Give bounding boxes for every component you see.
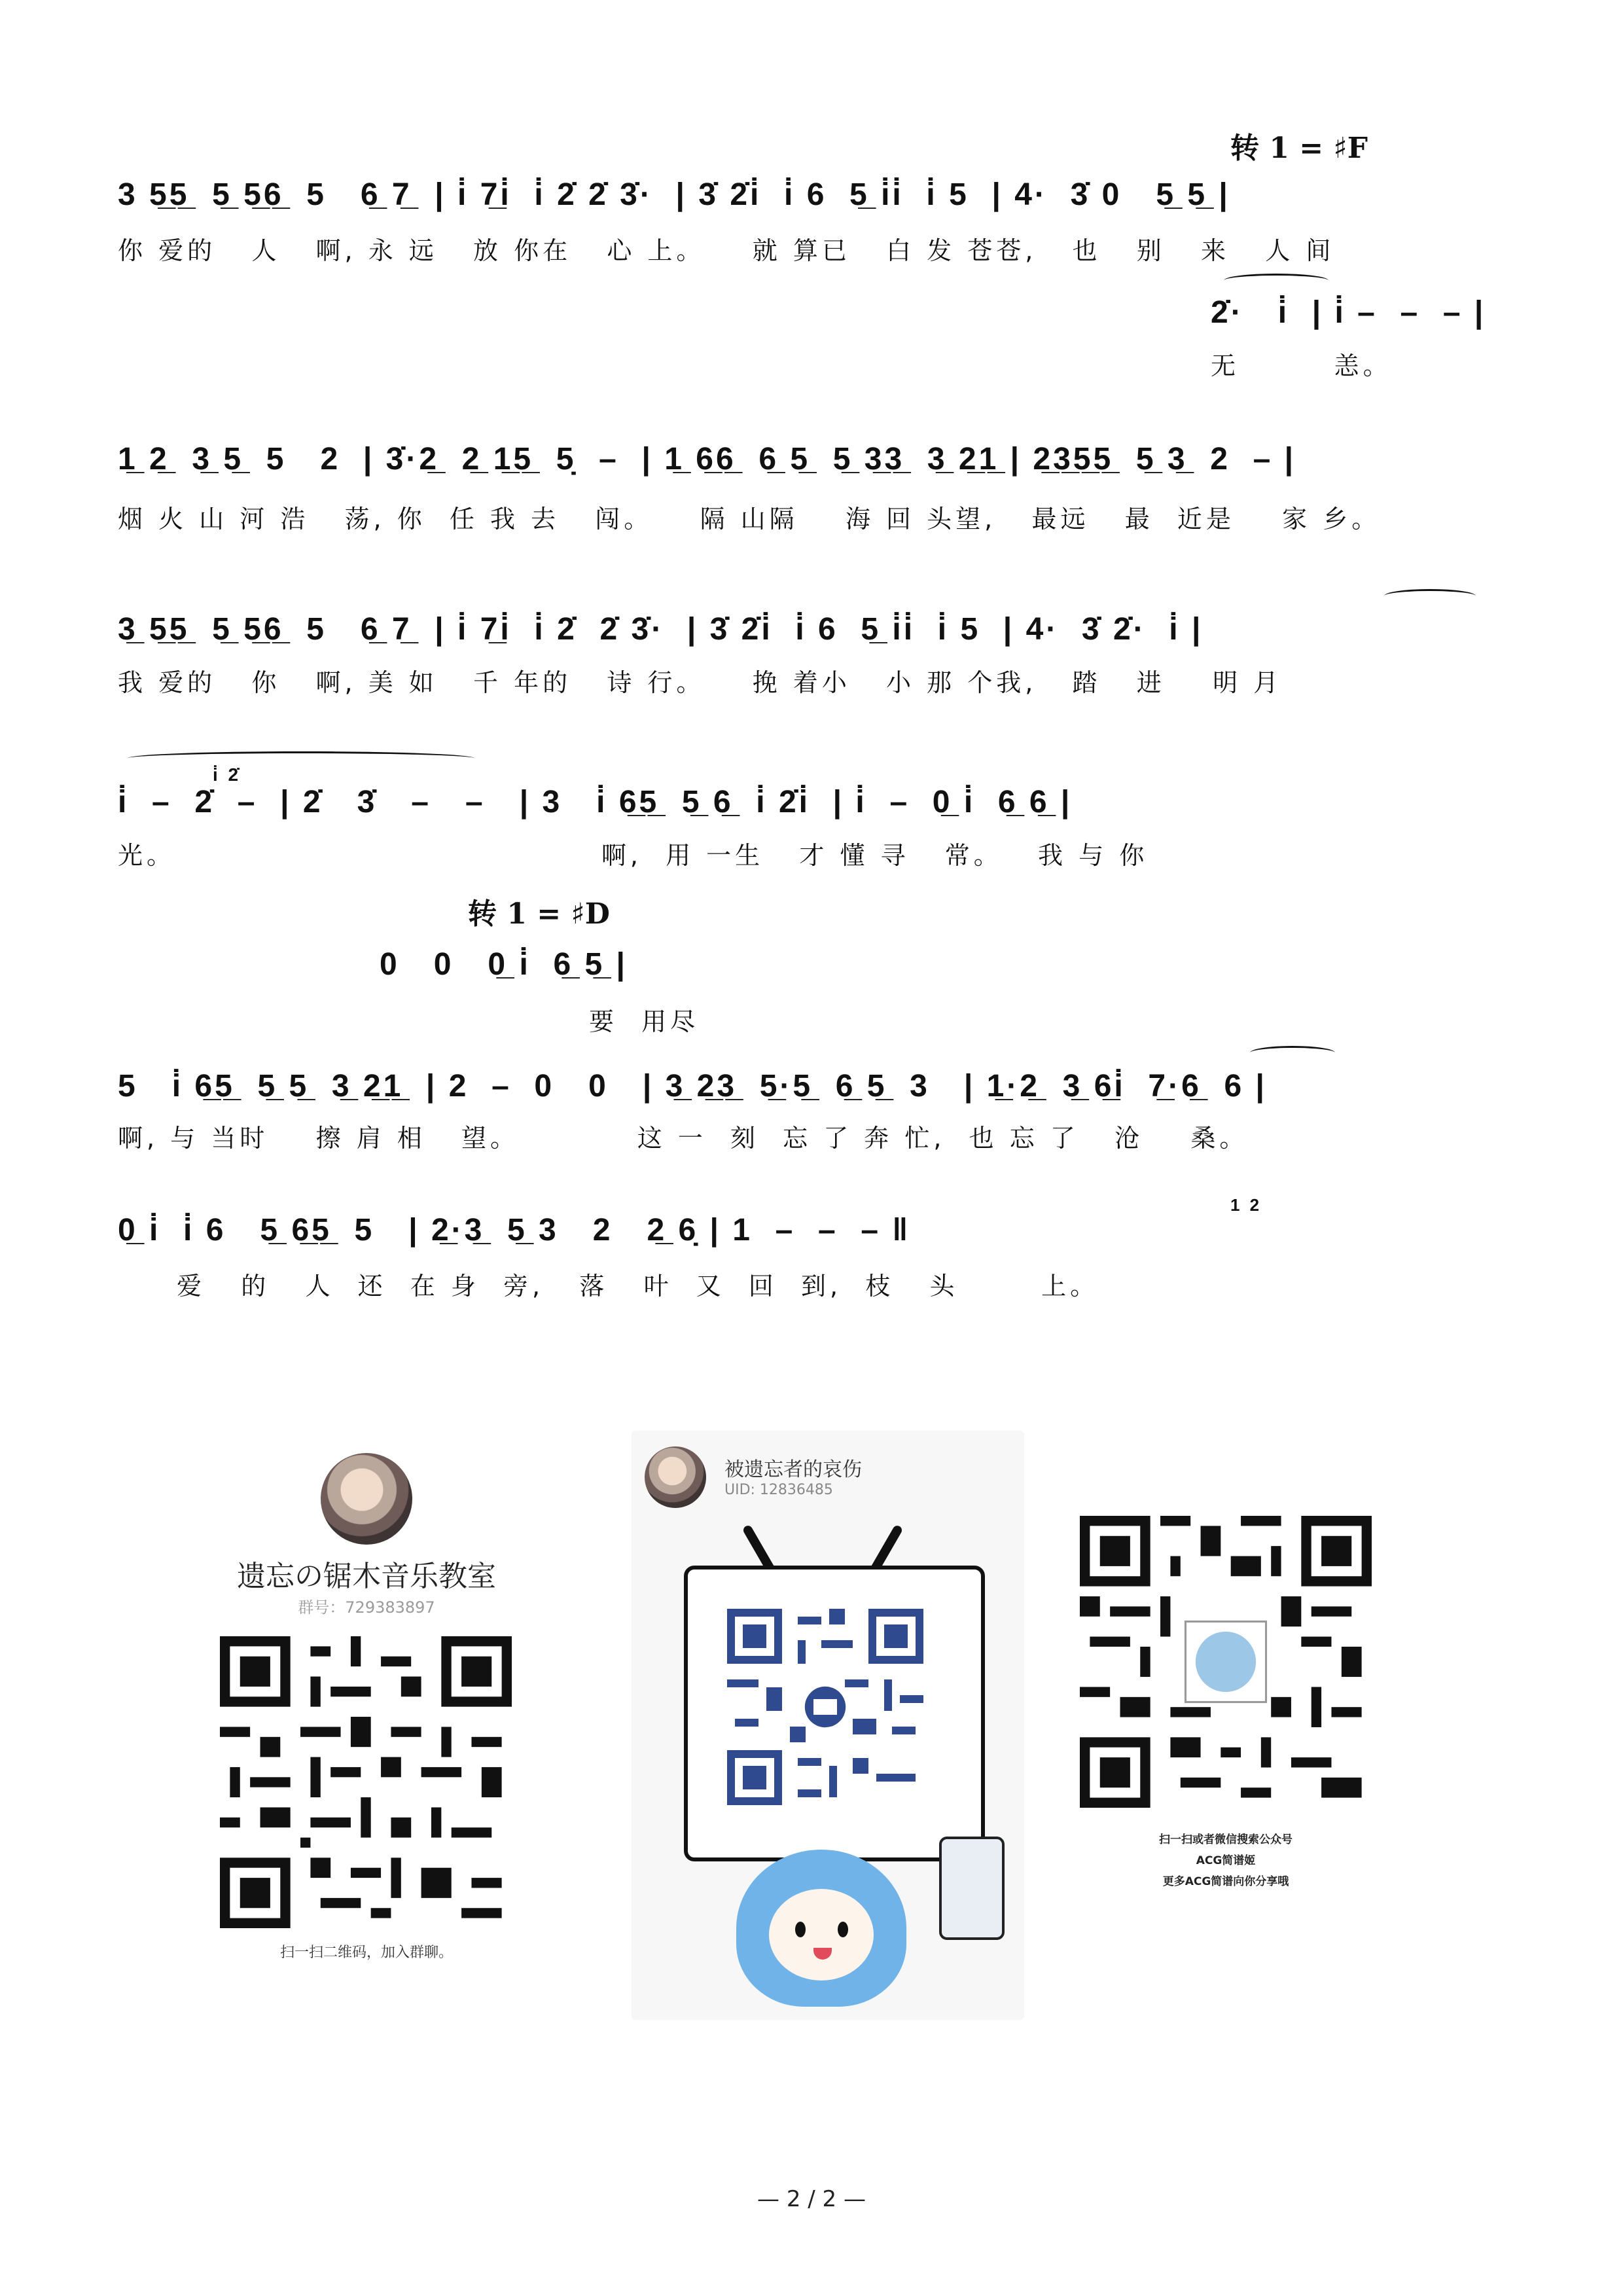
bilibili-card xyxy=(632,1431,1024,2020)
grace-note: 1 2 xyxy=(1230,1195,1262,1215)
wechat-caption-2: ACG简谱姬 xyxy=(1196,1854,1256,1867)
lyrics-line-1: 你 爱的 人 啊, 永 远 放 你在 心 上。 就 算已 白 发 苍苍, 也 别 来 人 间 xyxy=(118,236,1335,265)
lyrics-line-3: 烟 火 山 河 浩 荡, 你 任 我 去 闯。 隔 山隔 海 回 头望, 最远 最 近是 家 乡。 xyxy=(118,505,1381,533)
qr-code[interactable] xyxy=(1080,1516,1372,1808)
notes-line-1: 3 5̲5̲ 5̲ 5̲6̲ 5 6̲ 7̲ | i̇ 7̲i̇ i̇ 2̇ 2̇ 3̇· | 3̇ 2̇i̇ i̇ 6 5̲ i̇i̇ i̇ 5 | 4· 3̇ 0 5̲ 5̲ | xyxy=(118,177,1230,212)
avatar-image xyxy=(645,1446,706,1508)
notes-line-6: 0 0 0̲ i̇ 6̲ 5̲ | xyxy=(380,947,628,982)
wechat-caption-3: 更多ACG简谱向你分享哦 xyxy=(1162,1875,1289,1888)
bilibili-tv-board xyxy=(684,1566,985,1861)
group-title: 遗忘の锯木音乐教室 xyxy=(237,1560,496,1593)
mascot-eye-right xyxy=(838,1922,848,1937)
notes-line-3: 1̲ 2̲ 3̲ 5̲ 5 2 | 3̇·2̲ 2̲ 1̲5̲ 5̣ – | 1̲ 6̲6̲ 6̲ 5̲ 5̲ 3̲3̲ 3̲ 2̲1̲ | 2̲3̲5̲5̲ 5̲ 3̲ 2 – | xyxy=(118,442,1296,476)
qr-code[interactable] xyxy=(727,1609,923,1805)
qr-code-graphic xyxy=(1080,1516,1372,1808)
page-number: — 2 / 2 — xyxy=(757,2186,866,2212)
lyrics-line-8: 爱 的 人 还 在 身 旁, 落 叶 又 回 到, 枝 头 上。 xyxy=(177,1272,1099,1300)
mascot-face xyxy=(769,1889,874,1981)
lyrics-line-2: 无 恙。 xyxy=(1211,351,1392,380)
bilibili-uid: UID: 12836485 xyxy=(724,1482,833,1498)
notes-line-5: i̇ – 2̇ – | 2̇ 3̇ – – | 3 i̇ 6̲5̲ 5̲ 6̲ i̇ 2̇i̇ | i̇ – 0̲ i̇ 6̲ 6̲ | xyxy=(118,785,1073,819)
qr-code-graphic xyxy=(727,1609,923,1805)
qq-caption: 扫一扫二维码，加入群聊。 xyxy=(279,1945,453,1961)
key-change-f: 转 1 = ♯F xyxy=(1230,132,1368,165)
avatar-image xyxy=(321,1453,412,1545)
notes-line-7: 5 i̇ 6̲5̲ 5̲ 5̲ 3̲ 2̲1̲ | 2 – 0 0 | 3̲ 2̲3̲ 5̲·5̲ 6̲ 5̲ 3 | 1̲·2̲ 3̲ 6̲i̇ 7̲·6̲ 6 | xyxy=(118,1069,1267,1103)
notes-line-4: 3̲ 5̲5̲ 5̲ 5̲6̲ 5 6̲ 7̲ | i̇ 7̲i̇ i̇ 2̇ 2̇ 3̇· | 3̇ 2̇i̇ i̇ 6 5̲ i̇i̇ i̇ 5 | 4· 3̇ 2̇· i̇ | xyxy=(118,612,1204,647)
group-number: 群号：729383897 xyxy=(298,1598,435,1617)
wechat-caption-1: 扫一扫或者微信搜索公众号 xyxy=(1159,1833,1293,1846)
qr-code[interactable] xyxy=(220,1636,512,1928)
lyrics-line-5: 光。 啊, 用 一生 才 懂 寻 常。 我 与 你 xyxy=(118,841,1149,870)
qr-code-graphic xyxy=(220,1636,512,1928)
lyrics-line-7: 啊, 与 当时 擦 肩 相 望。 这 一 刻 忘 了 奔 忙, 也 忘 了 沧 桑。 xyxy=(118,1124,1249,1153)
phone-illustration xyxy=(939,1837,1005,1940)
mascot-eye-left xyxy=(795,1922,806,1937)
lyrics-line-6: 要 用尽 xyxy=(589,1007,700,1036)
tie xyxy=(1384,589,1476,603)
tie xyxy=(1224,274,1329,287)
grace-note: i̇ 2̇ xyxy=(213,764,241,785)
bilibili-username: 被遗忘者的哀伤 xyxy=(724,1458,862,1481)
notes-line-8: 0̲ i̇ i̇ 6 5̲ 6̲5̲ 5 | 2̲·3̲ 5̲ 3 2 2̲ 6̣ | 1 – – – ‖ xyxy=(118,1213,911,1247)
notes-line-2: 2̇· i̇ | i̇ – – – | xyxy=(1211,295,1486,330)
tie xyxy=(128,751,474,765)
key-change-d: 转 1 = ♯D xyxy=(468,897,610,931)
mascot-illustration xyxy=(736,1850,906,2007)
lyrics-line-4: 我 爱的 你 啊, 美 如 千 年的 诗 行。 挽 着小 小 那 个我, 踏 进 明 月 xyxy=(118,668,1283,697)
tie xyxy=(1250,1046,1335,1060)
